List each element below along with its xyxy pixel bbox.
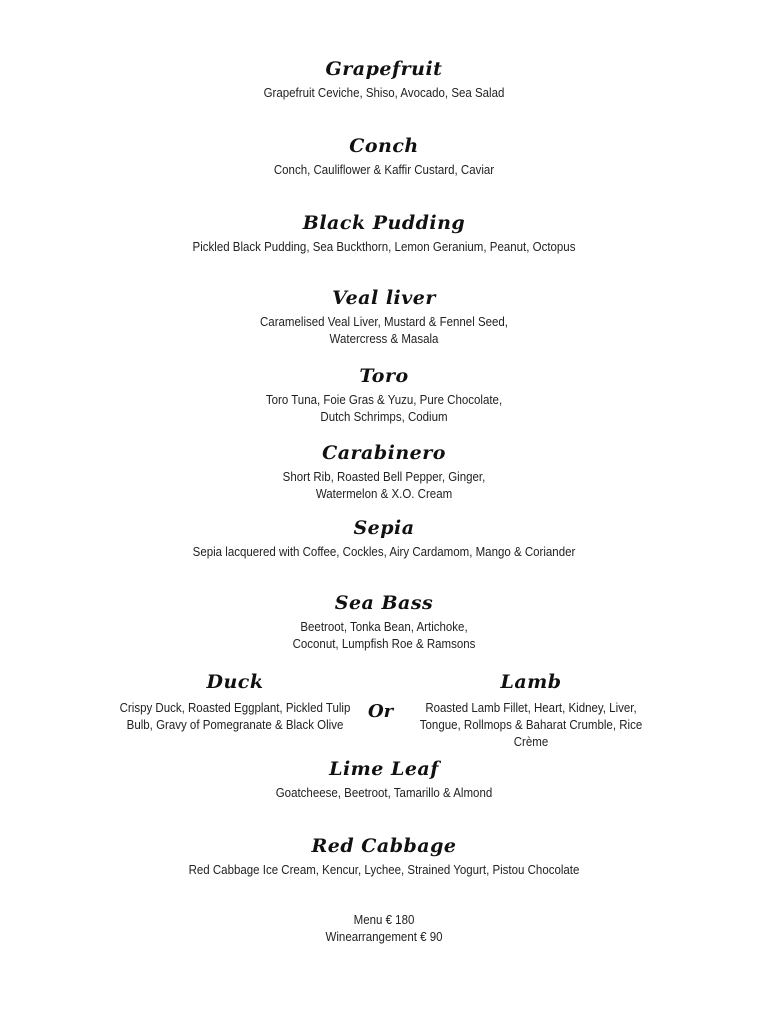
wine-arrangement-price: Winearrangement € 90 [325,930,443,944]
course-description [31,469,738,503]
course-description [31,392,738,426]
description-line: Coconut, Lumpfish Roe & Ramsons [292,637,476,651]
description-line: Red Cabbage Ice Cream, Kencur, Lychee, Strained Yogurt, Pistou Chocolate [188,863,580,877]
description-line: Pickled Black Pudding, Sea Buckthorn, Lemon Geranium, Peanut, Octopus [192,240,576,254]
course-title: Carabinero [322,442,446,464]
course-title: Veal liver [332,287,436,309]
description-line: Dutch Schrimps, Codium [320,410,448,424]
course-title: Sepia [353,517,415,539]
or-separator: Or [368,701,394,722]
course-description [31,314,738,348]
course-description [115,700,354,734]
description-line: Crème [513,735,549,749]
course-title: Grapefruit [325,58,443,80]
description-line: Watermelon & X.O. Cream [315,487,453,501]
course-title: Conch [349,135,419,157]
course-title: Red Cabbage [311,835,457,857]
course-description [31,862,738,879]
pricing [0,912,768,946]
course-toro [0,364,768,426]
description-line: Beetroot, Tonka Bean, Artichoke, [300,620,468,634]
course-description [410,700,651,751]
description-line: Sepia lacquered with Coffee, Cockles, Airy Cardamom, Mango & Coriander [192,545,576,559]
course-description [31,239,738,256]
description-line: Goatcheese, Beetroot, Tamarillo & Almond [275,786,493,800]
description-line: Tongue, Rollmops & Baharat Crumble, Rice [419,718,643,732]
description-line: Caramelised Veal Liver, Mustard & Fennel Seed, [259,315,509,329]
description-line: Conch, Cauliflower & Kaffir Custard, Caviar [273,163,495,177]
course-title: Black Pudding [302,212,466,234]
menu-price: Menu € 180 [353,913,415,927]
description-line: Short Rib, Roasted Bell Pepper, Ginger, [282,470,486,484]
course-description [31,785,738,802]
course-red-cabbage [0,834,768,879]
course-description [31,85,738,102]
course-description [31,619,738,653]
description-line: Grapefruit Ceviche, Shiso, Avocado, Sea Salad [263,86,505,100]
course-black-pudding [0,211,768,256]
course-grapefruit [0,57,768,102]
course-description [31,162,738,179]
description-line: Toro Tuna, Foie Gras & Yuzu, Pure Chocolate, [265,393,503,407]
course-title: Duck [206,671,264,693]
choice-lamb [400,670,662,751]
description-line: Watercress & Masala [329,332,439,346]
course-title: Lamb [500,671,562,693]
course-description [31,544,738,561]
course-sea-bass [0,591,768,653]
description-line: Crispy Duck, Roasted Eggplant, Pickled Tulip [119,701,351,715]
course-title: Toro [359,365,409,387]
description-line: Roasted Lamb Fillet, Heart, Kidney, Liver, [425,701,637,715]
course-conch [0,134,768,179]
course-sepia [0,516,768,561]
course-veal-liver [0,286,768,348]
description-line: Bulb, Gravy of Pomegranate & Black Olive [126,718,344,732]
course-carabinero [0,441,768,503]
course-title: Sea Bass [334,592,434,614]
choice-duck [105,670,365,734]
course-lime-leaf [0,757,768,802]
course-title: Lime Leaf [329,758,439,780]
